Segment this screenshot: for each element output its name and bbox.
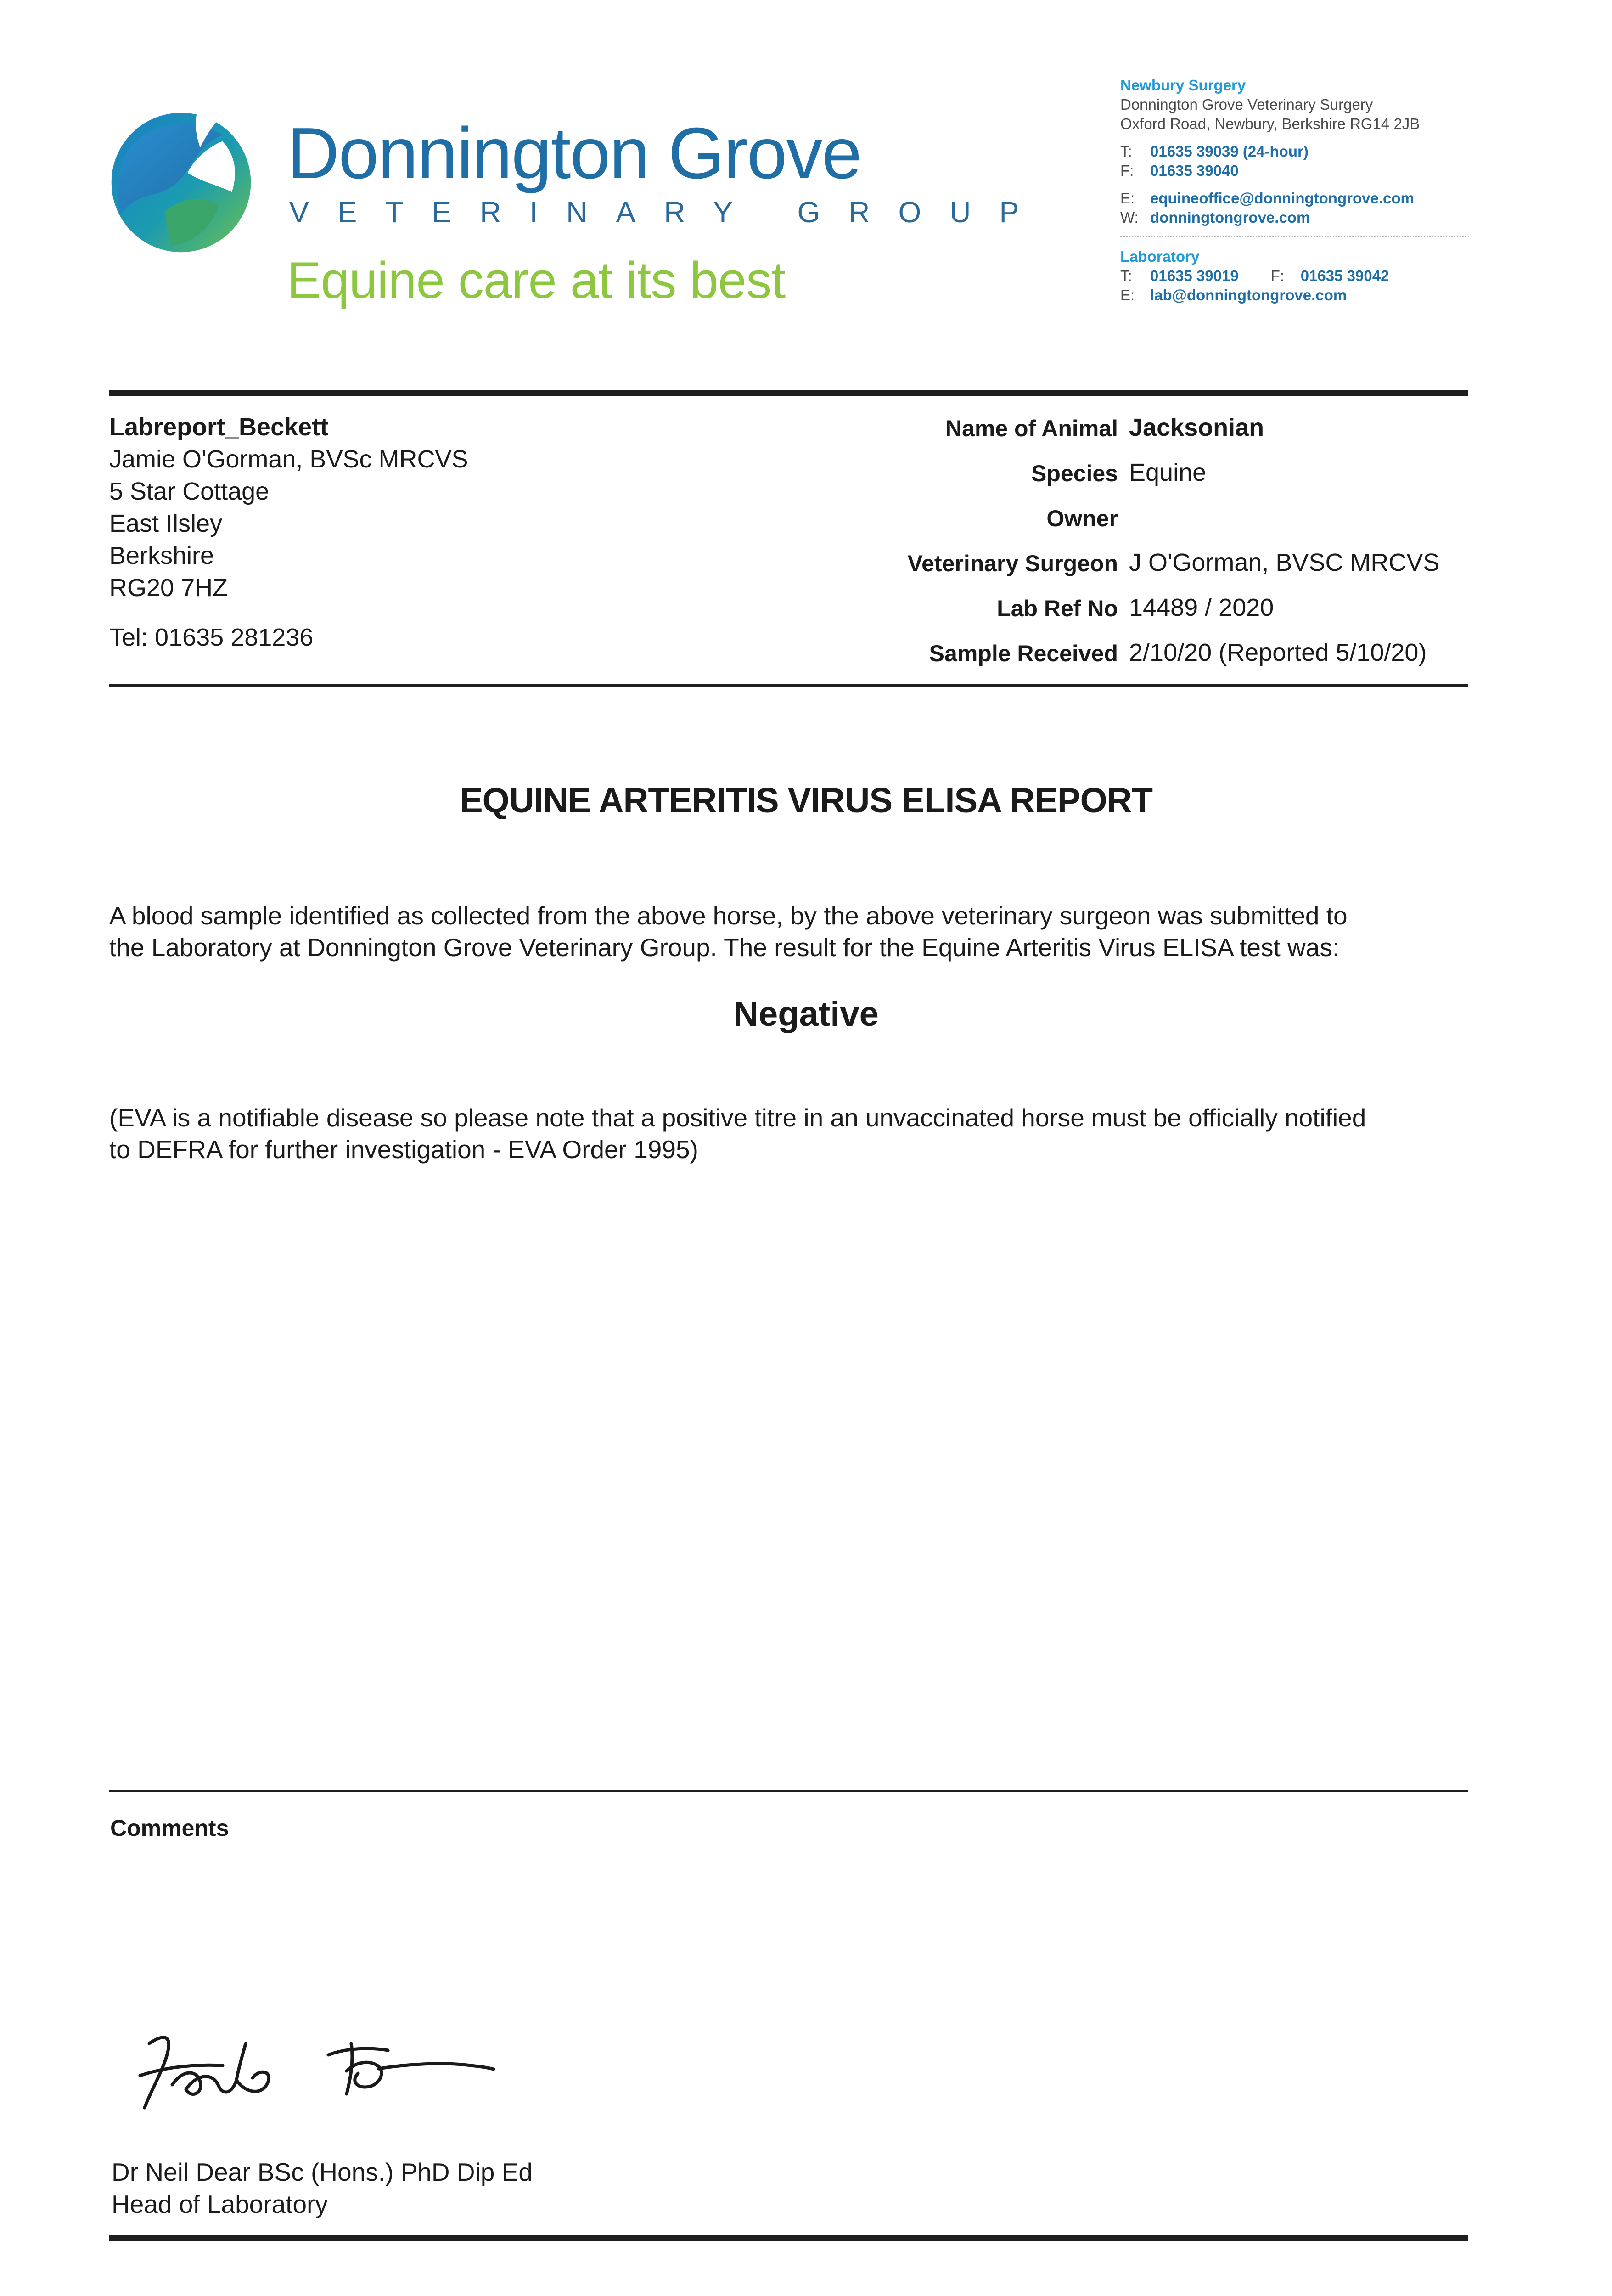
brand-name: Donnington Grove <box>287 113 861 194</box>
recipient-line: East Ilsley <box>109 510 223 537</box>
animal-label: Name of Animal <box>945 416 1118 441</box>
sample-info <box>863 413 1439 683</box>
lab-fax-key: F: <box>1270 267 1285 284</box>
signature-icon <box>131 2016 535 2126</box>
surgery-email <box>1120 189 1469 208</box>
horse-head-logo-icon <box>102 100 260 259</box>
owner-label: Owner <box>1046 506 1118 531</box>
surgeon-label: Veterinary Surgeon <box>907 551 1118 576</box>
surgery-address-line-1: Donnington Grove Veterinary Surgery <box>1120 96 1373 113</box>
surgery-address-line-2: Oxford Road, Newbury, Berkshire RG14 2JB <box>1120 115 1420 132</box>
note-line: (EVA is a notifiable disease so please note that a positive titre in an unvaccinated horse must be officially notified <box>109 1103 1366 1132</box>
info-row <box>863 548 1439 593</box>
header-rule <box>109 390 1468 396</box>
lab-email-link[interactable]: lab@donningtongrove.com <box>1150 287 1347 304</box>
web-link[interactable]: donningtongrove.com <box>1150 209 1310 226</box>
signature <box>131 2016 535 2126</box>
surgery-phone <box>1120 142 1469 161</box>
report-intro <box>109 900 1487 963</box>
phone-value: 01635 39039 (24-hour) <box>1150 143 1309 160</box>
info-row <box>863 458 1439 503</box>
species-value: Equine <box>1129 459 1207 486</box>
signer-title: Head of Laboratory <box>112 2190 328 2218</box>
email-key: E: <box>1120 190 1135 207</box>
lab-ref-label: Lab Ref No <box>997 596 1118 621</box>
sample-received-label: Sample Received <box>929 641 1118 666</box>
lab-email <box>1120 286 1469 305</box>
footer-rule <box>109 2235 1468 2241</box>
info-rule <box>109 684 1468 687</box>
email-link[interactable]: equineoffice@donningtongrove.com <box>1150 190 1414 207</box>
recipient-line: Berkshire <box>109 542 214 569</box>
lab-phone-value: 01635 39019 <box>1150 267 1239 284</box>
intro-line: A blood sample identified as collected from the above horse, by the above veterinary surgeon was submitted to <box>109 901 1348 930</box>
lab-fax-value: 01635 39042 <box>1300 267 1389 284</box>
web-key: W: <box>1120 209 1139 226</box>
brand-subtitle: VETERINARY GROUP <box>289 196 1048 229</box>
recipient-line: RG20 7HZ <box>109 574 228 602</box>
recipient-address <box>109 411 468 653</box>
species-label: Species <box>1031 461 1118 486</box>
report-title: EQUINE ARTERITIS VIRUS ELISA REPORT <box>459 781 1153 820</box>
note-line: to DEFRA for further investigation - EVA Order 1995) <box>109 1135 698 1164</box>
recipient-name: Labreport_Beckett <box>109 413 329 441</box>
animal-value: Jacksonian <box>1129 414 1264 441</box>
report-note <box>109 1102 1487 1165</box>
brand-tagline: Equine care at its best <box>287 252 786 309</box>
lab-phone-fax <box>1120 266 1469 286</box>
info-row <box>863 503 1439 548</box>
fax-value: 01635 39040 <box>1150 162 1239 179</box>
contact-block <box>1120 76 1469 305</box>
comments-label: Comments <box>110 1815 229 1841</box>
lab-ref-value: 14489 / 2020 <box>1129 594 1274 621</box>
lab-phone-key: T: <box>1120 267 1132 284</box>
recipient-line: Jamie O'Gorman, BVSc MRCVS <box>109 445 468 473</box>
fax-key: F: <box>1120 162 1134 179</box>
surgery-heading: Newbury Surgery <box>1120 77 1246 94</box>
surgery-web <box>1120 208 1469 227</box>
comments-rule <box>109 1790 1468 1792</box>
recipient-line: 5 Star Cottage <box>109 478 270 505</box>
surgeon-value: J O'Gorman, BVSC MRCVS <box>1129 549 1440 576</box>
surgery-fax <box>1120 161 1469 180</box>
sample-received-value: 2/10/20 (Reported 5/10/20) <box>1129 639 1427 666</box>
logo-mark <box>102 100 260 259</box>
info-row <box>863 413 1439 458</box>
info-row <box>863 593 1439 638</box>
contact-divider <box>1120 236 1469 237</box>
phone-key: T: <box>1120 143 1132 160</box>
signer-block <box>112 2156 533 2220</box>
info-row <box>863 638 1439 683</box>
test-result: Negative <box>733 995 879 1034</box>
intro-line: the Laboratory at Donnington Grove Veterinary Group. The result for the Equine Arteritis Virus ELISA test was: <box>109 933 1340 962</box>
lab-email-key: E: <box>1120 287 1135 304</box>
lab-heading: Laboratory <box>1120 248 1200 265</box>
recipient-tel: Tel: 01635 281236 <box>109 624 314 651</box>
signer-name: Dr Neil Dear BSc (Hons.) PhD Dip Ed <box>112 2158 533 2186</box>
